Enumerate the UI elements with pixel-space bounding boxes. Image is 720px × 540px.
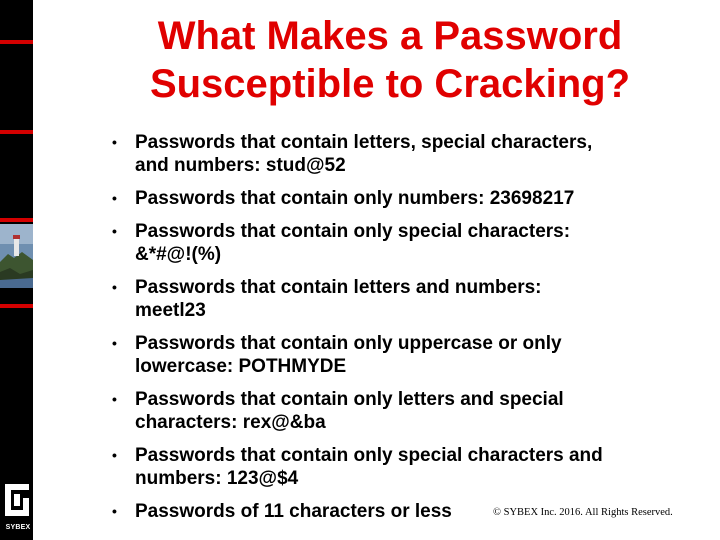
slide-title [90, 12, 690, 108]
bullet-dot: • [112, 391, 117, 407]
bullet-item [110, 187, 700, 210]
bullet-text-line-2: lowercase: POTHMYDE [135, 356, 347, 377]
bullet-text-line-1: Passwords that contain only uppercase or only [135, 333, 562, 354]
sidebar-red-mark [0, 304, 33, 308]
bullet-text-line-2: characters: rex@&ba [135, 412, 326, 433]
bullet-list [110, 131, 700, 533]
sybex-logo [2, 480, 32, 536]
bullet-dot: • [112, 503, 117, 519]
bullet-item [110, 444, 700, 490]
bullet-item [110, 388, 700, 434]
bullet-text-line-1: Passwords that contain letters and numbers: [135, 277, 542, 298]
sidebar-red-mark [0, 40, 33, 44]
bullet-dot: • [112, 223, 117, 239]
bullet-item [110, 131, 700, 177]
bullet-text-line-2: meetl23 [135, 300, 206, 321]
bullet-dot: • [112, 190, 117, 206]
bullet-dot: • [112, 134, 117, 150]
bullet-text-line-1: Passwords that contain only letters and special [135, 389, 564, 410]
sybex-logo-text: SYBEX [5, 524, 31, 531]
bullet-text-line-2: and numbers: stud@52 [135, 155, 346, 176]
sybex-logo-mark [2, 480, 32, 522]
bullet-text-line-2: numbers: 123@$4 [135, 468, 299, 489]
bullet-item [110, 332, 700, 378]
lighthouse-photo [0, 224, 33, 288]
left-sidebar-bar [0, 0, 33, 540]
bullet-dot: • [112, 279, 117, 295]
bullet-text-line-1: Passwords that contain only numbers: 23698217 [135, 188, 575, 209]
bullet-text-line-1: Passwords that contain only special characters and [135, 445, 603, 466]
sidebar-red-mark [0, 218, 33, 222]
bullet-text-line-1: Passwords of 11 characters or less [135, 501, 452, 522]
bullet-text-line-1: Passwords that contain only special characters: [135, 221, 571, 242]
bullet-text-line-1: Passwords that contain letters, special characters, [135, 132, 593, 153]
sidebar-red-mark [0, 130, 33, 134]
bullet-text-line-2: &*#@!(%) [135, 244, 222, 265]
bullet-item [110, 220, 700, 266]
bullet-item [110, 276, 700, 322]
bullet-dot: • [112, 335, 117, 351]
copyright-notice: © SYBEX Inc. 2016. All Rights Reserved. [493, 507, 673, 518]
slide-title-line-2: Susceptible to Cracking? [149, 62, 631, 106]
slide-title-line-1: What Makes a Password [157, 14, 623, 58]
bullet-dot: • [112, 447, 117, 463]
